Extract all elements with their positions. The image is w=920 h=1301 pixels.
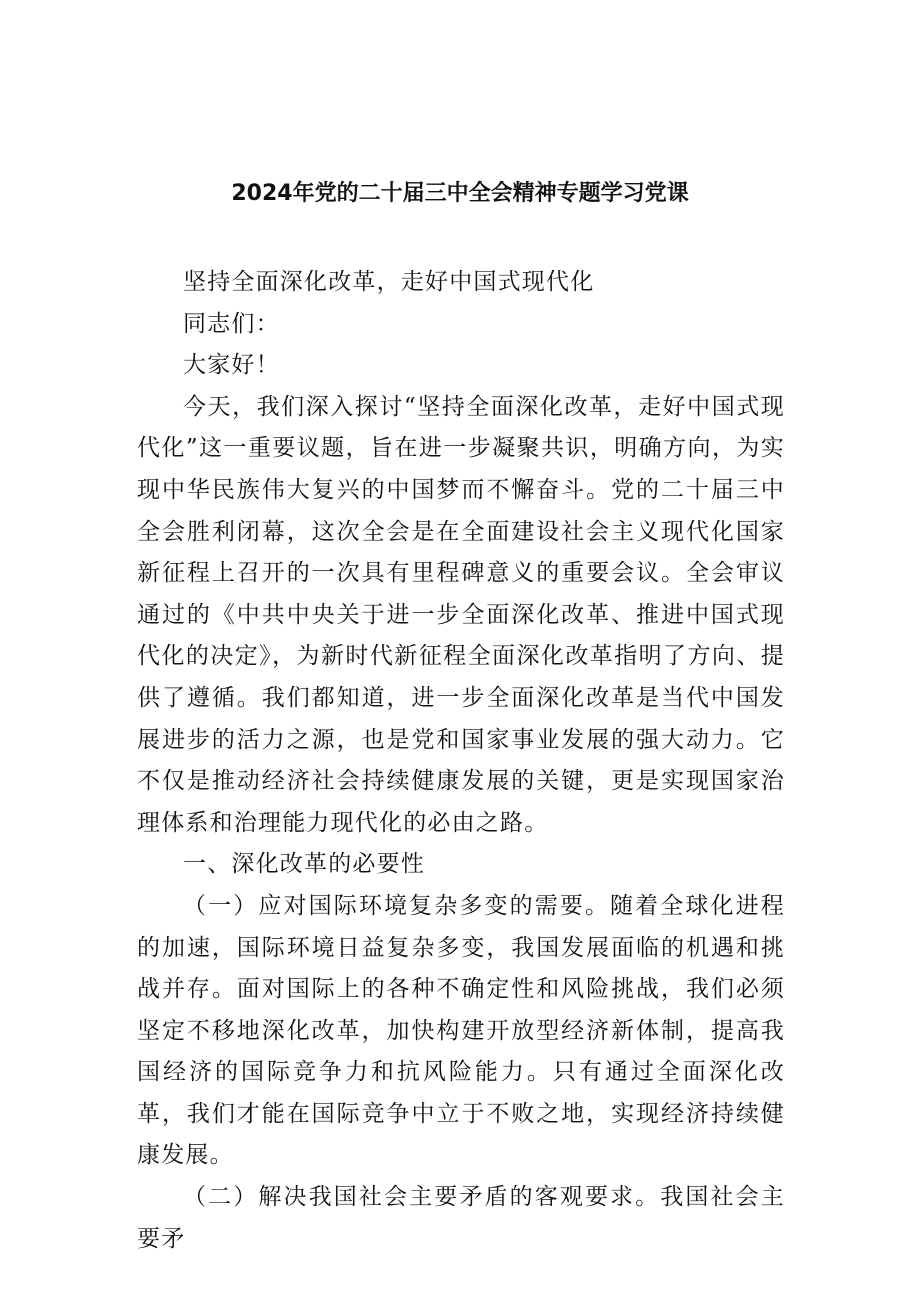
point-paragraph-2: （二）解决我国社会主要矛盾的客观要求。我国社会主要矛	[137, 1184, 785, 1252]
document-body	[137, 262, 785, 1260]
subtitle: 坚持全面深化改革，走好中国式现代化	[183, 269, 595, 295]
point-paragraph-1: （一）应对国际环境复杂多变的需要。随着全球化进程的加速，国际环境日益复杂多变，我国发展面临的机遇和挑战并存。面对国际上的各种不确定性和风险挑战，我们必须坚定不移地深化改革，加快构建开放型经济新体制，提高我国经济的国际竞争力和抗风险能力。只有通过全面深化改革，我们才能在国际竞争中立于不败之地，实现经济持续健康发展。	[137, 892, 785, 1169]
greeting: 大家好！	[183, 352, 280, 379]
section-heading: 一、深化改革的必要性	[183, 851, 425, 878]
salutation: 同志们：	[183, 310, 280, 337]
intro-paragraph: 今天，我们深入探讨“坚持全面深化改革，走好中国式现代化”这一重要议题，旨在进一步凝聚共识，明确方向，为实现中华民族伟大复兴的中国梦而不懈奋斗。党的二十届三中全会胜利闭幕，这次全会是在全面建设社会主义现代化国家新征程上召开的一次具有里程碑意义的重要会议。全会审议通过的《中共中央关于进一步全面深化改革、推进中国式现代化的决定》，为新时代新征程全面深化改革指明了方向、提供了遵循。我们都知道，进一步全面深化改革是当代中国发展进步的活力之源，也是党和国家事业发展的强大动力。它不仅是推动经济社会持续健康发展的关键，更是实现国家治理体系和治理能力现代化的必由之路。	[137, 393, 785, 836]
document-title: 2024年党的二十届三中全会精神专题学习党课	[231, 181, 689, 206]
